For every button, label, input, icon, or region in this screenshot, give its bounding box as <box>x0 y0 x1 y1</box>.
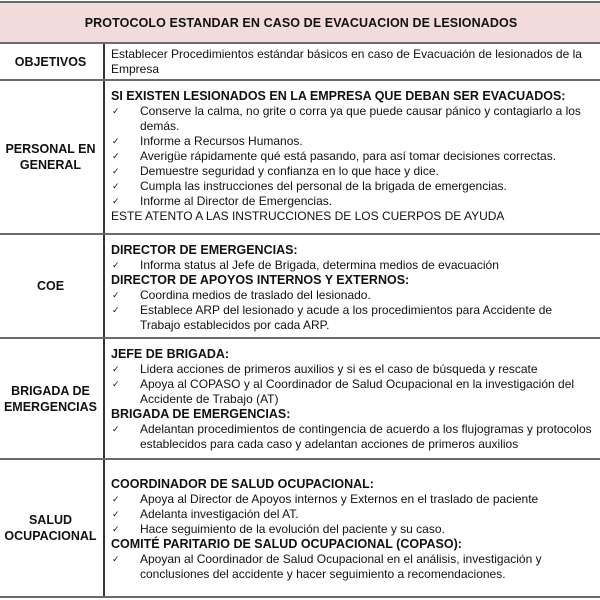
check-icon: ✓ <box>112 379 120 389</box>
list-item-continuation <box>111 437 600 452</box>
check-icon: ✓ <box>112 305 120 315</box>
item-text: Cumpla las instrucciones del personal de la brigada de emergencias. <box>140 179 507 193</box>
page-title: PROTOCOLO ESTANDAR EN CASO DE EVACUACION DE LESIONADOS <box>84 16 518 30</box>
item-text: demás. <box>140 119 180 133</box>
list-item <box>111 164 600 179</box>
coe-heading-1: DIRECTOR DE EMERGENCIAS: <box>111 243 298 257</box>
personal-content <box>111 89 600 224</box>
label-line-1: SALUD <box>28 513 73 527</box>
list-item <box>111 492 600 507</box>
list-item <box>111 179 600 194</box>
row-label-objetivos <box>0 44 105 79</box>
label-line-2: OCUPACIONAL <box>4 529 97 543</box>
check-icon: ✓ <box>112 166 120 176</box>
list-item <box>111 362 600 377</box>
check-icon: ✓ <box>112 106 120 116</box>
row-personal-general <box>0 81 600 235</box>
list-item-continuation <box>111 318 600 333</box>
item-text: Establece ARP del lesionado y acude a los procedimientos para Accidente de <box>140 303 553 317</box>
check-icon: ✓ <box>112 509 120 519</box>
list-item <box>111 507 600 522</box>
row-label-brigada <box>0 339 105 458</box>
row-brigada <box>0 339 600 460</box>
row-label-salud <box>0 460 105 596</box>
salud-content <box>111 477 600 582</box>
objetivos-line-2: Empresa <box>111 62 160 76</box>
salud-heading-2: COMITÉ PARITARIO DE SALUD OCUPACIONAL (COPASO): <box>111 537 462 551</box>
label-line-1: PERSONAL EN <box>5 142 96 156</box>
list-item <box>111 552 600 567</box>
item-text: Informe a Recursos Humanos. <box>140 134 303 148</box>
item-text: Apoya al Director de Apoyos internos y Externos en el traslado de paciente <box>140 492 539 506</box>
list-item <box>111 258 600 273</box>
row-salud-ocupacional <box>0 460 600 598</box>
check-icon: ✓ <box>112 364 120 374</box>
label-line-2: GENERAL <box>19 158 82 172</box>
check-icon: ✓ <box>112 424 120 434</box>
list-item <box>111 104 600 119</box>
item-text: Lidera acciones de primeros auxilios y si es el caso de búsqueda y rescate <box>140 362 538 376</box>
list-item-continuation <box>111 392 600 407</box>
check-icon: ✓ <box>112 260 120 270</box>
list-item <box>111 194 600 209</box>
row-label-coe <box>0 235 105 337</box>
item-text: Adelanta investigación del AT. <box>140 507 299 521</box>
item-text: Coordina medios de traslado del lesionado. <box>140 288 371 302</box>
personal-footer: ESTE ATENTO A LAS INSTRUCCIONES DE LOS CUERPOS DE AYUDA <box>111 209 505 223</box>
objetivos-line-1: Establecer Procedimientos estándar básicos en caso de Evacuación de lesionados de la <box>111 47 582 61</box>
item-text: conclusiones del accidente y hacer seguimiento a recomendaciones. <box>140 567 506 581</box>
row-objetivos <box>0 44 600 81</box>
list-item <box>111 422 600 437</box>
check-icon: ✓ <box>112 196 120 206</box>
brigada-heading-2: BRIGADA DE EMERGENCIAS: <box>111 407 291 421</box>
list-item-continuation <box>111 567 600 582</box>
label-line-1: BRIGADA DE <box>11 383 90 398</box>
check-icon: ✓ <box>112 554 120 564</box>
list-item <box>111 377 600 392</box>
check-icon: ✓ <box>112 136 120 146</box>
item-text: Demuestre seguridad y confianza en lo que hace y dice. <box>140 164 439 178</box>
list-item <box>111 303 600 318</box>
label-text: OBJETIVOS <box>14 54 87 69</box>
table-header <box>0 1 600 44</box>
list-item <box>111 288 600 303</box>
coe-content <box>111 243 600 333</box>
personal-heading: SI EXISTEN LESIONADOS EN LA EMPRESA QUE DEBAN SER EVACUADOS: <box>111 89 566 103</box>
item-text: Trabajo establecidos por cada ARP. <box>140 318 330 332</box>
item-text: Informe al Director de Emergencias. <box>140 194 333 208</box>
objetivos-content <box>111 47 600 77</box>
list-item <box>111 522 600 537</box>
item-text: Averigüe rápidamente qué está pasando, para así tomar decisiones correctas. <box>140 149 557 163</box>
coe-heading-2: DIRECTOR DE APOYOS INTERNOS Y EXTERNOS: <box>111 273 410 287</box>
list-item <box>111 134 600 149</box>
salud-heading-1: COORDINADOR DE SALUD OCUPACIONAL: <box>111 477 374 491</box>
row-coe <box>0 235 600 339</box>
list-item <box>111 149 600 164</box>
item-text: Hace seguimiento de la evolución del paciente y su caso. <box>140 522 445 536</box>
item-text: Accidente de Trabajo (AT) <box>140 392 279 406</box>
brigada-heading-1: JEFE DE BRIGADA: <box>111 347 230 361</box>
row-label-personal <box>0 81 105 233</box>
item-text: Conserve la calma, no grite o corra ya que puede causar pánico y contagiarlo a los <box>140 104 581 118</box>
check-icon: ✓ <box>112 181 120 191</box>
label-text: COE <box>36 279 65 293</box>
item-text: Adelantan procedimientos de contingencia de acuerdo a los flujogramas y protocolos <box>140 422 592 436</box>
check-icon: ✓ <box>112 524 120 534</box>
brigada-content <box>111 347 600 452</box>
item-text: establecidos para cada caso y adelantan acciones de primeros auxilios <box>140 437 519 451</box>
list-item-continuation <box>111 119 600 134</box>
item-text: Apoyan al Coordinador de Salud Ocupacional en el análisis, investigación y <box>140 552 542 566</box>
check-icon: ✓ <box>112 290 120 300</box>
item-text: Informa status al Jefe de Brigada, determina medios de evacuación <box>140 258 499 272</box>
item-text: Apoya al COPASO y al Coordinador de Salud Ocupacional en la investigación del <box>140 377 575 391</box>
check-icon: ✓ <box>112 494 120 504</box>
label-line-2: EMERGENCIAS <box>3 399 98 414</box>
check-icon: ✓ <box>112 151 120 161</box>
